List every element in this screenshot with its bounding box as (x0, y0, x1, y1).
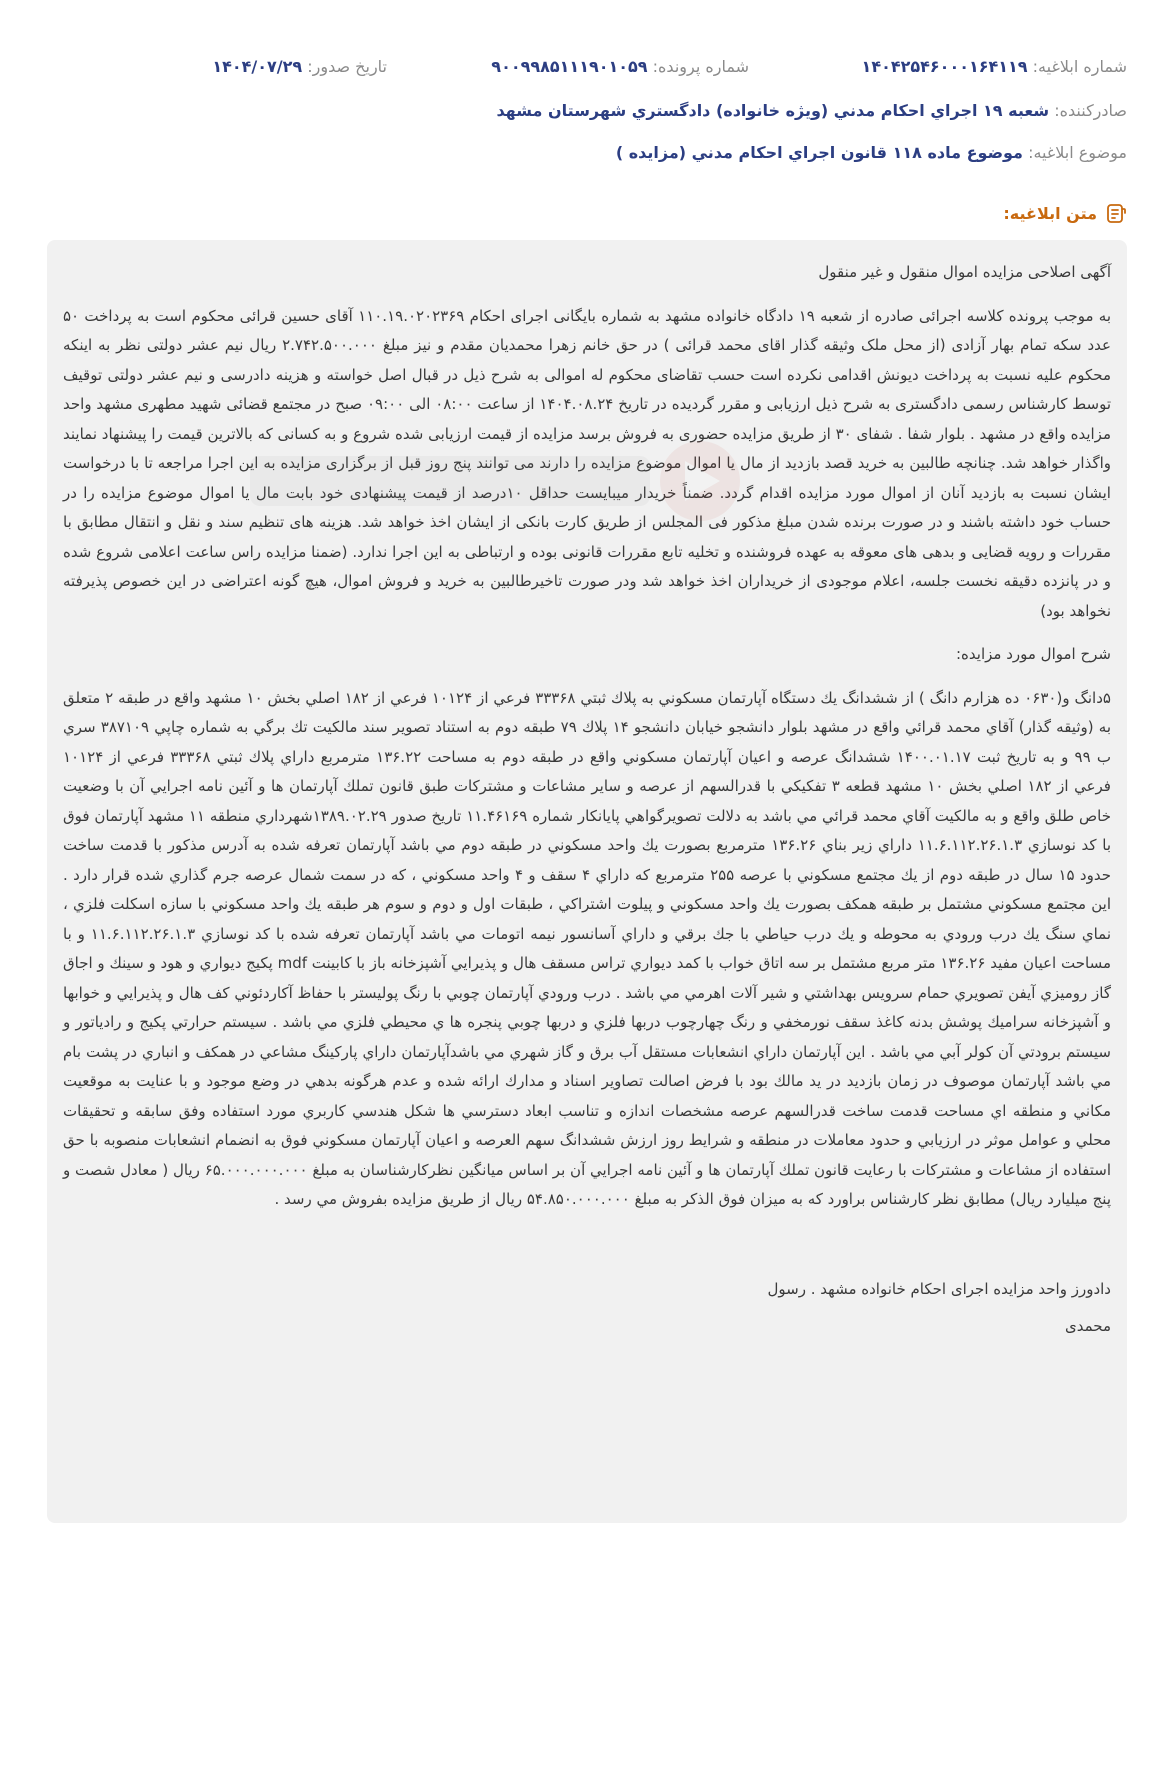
notice-number-label: شماره ابلاغیه: (1032, 57, 1127, 76)
issuer-row (47, 100, 1127, 122)
notice-title: آگهی اصلاحی مزایده اموال منقول و غیر منقول (818, 263, 1111, 281)
case-number-value: ۹۰۰۹۹۸۵۱۱۱۹۰۱۰۵۹ (491, 57, 648, 76)
issue-date-value: ۱۴۰۴/۰۷/۲۹ (212, 57, 303, 76)
subject-value: موضوع ماده ۱۱۸ قانون اجراي احكام مدني (مزايده ) (615, 143, 1023, 162)
case-number (491, 56, 749, 78)
notice-content-box (47, 240, 1127, 1523)
issue-date (212, 56, 387, 78)
notice-body-paragraph: به موجب پرونده کلاسه اجرائی صادره از شعبه ۱۹ دادگاه خانواده مشهد به شماره بایگانی اجرای احکام ۱۱۰.۱۹.۰۲۰۲۳۶۹ آقای حسین قرائی محکوم است به پرداخت ۵۰ عدد سکه تمام بهار آزادی (از محل ملک وثیقه گذار اقای محمد قرائی ) در حق خانم زهرا محمدیان مقدم و نیز مبلغ ۲.۷۴۲.۵۰۰.۰۰۰ ریال نیم عشر دولتی نظر به اینکه محکوم علیه نسبت به پرداخت دیونش اقدامی نکرده است حسب تقاضای محکوم له اموالی به شرح ذیل در قبال اصل خواسته و هزینه دادرسی و نیم عشر دولتی توقیف توسط کارشناس رسمی دادگستری به شرح ذیل ارزیابی و مقرر گردیده در تاریخ ۱۴۰۴.۰۸.۲۴ از ساعت ۰۸:۰۰ الی ۰۹:۰۰ صبح در مجتمع قضائی شهید مطهری مشهد واحد مزایده واقع در مشهد . بلوار شفا . شفای ۳۰ از طریق مزایده حضوری به فروش برسد مزایده از قیمت ارزیابی شده شروع و به کسانی که بالاترین قیمت را پیشنهاد نمایند واگذار خواهد شد. چنانچه طالبین به خرید قصد بازدید از مال یا اموال موضوع مزایده را دارند می توانند پنج روز قبل از برگزاری مزایده به این اجرا مراجعه تا با درخواست ایشان نسبت به بازدید آنان از اموال مورد مزایده اقدام گردد. ضمناً خریدار میبایست حداقل ۱۰درصد از قیمت پیشنهادی خود بابت مال یا اموال موضوع مزایده را در حساب خود داشته باشند و در صورت برنده شدن مبلغ مذکور فی المجلس از طریق کارت بانکی از ایشان اخذ خواهد شد. هزینه های تنظیم سند و نقل و انتقال مطابق با مقررات و رویه قضایی و بدهی های معوقه به عهده فروشنده و تخلیه تابع مقررات قانونی بوده و ارتباطی به این اجرا ندارد. (ضمنا مزایده راس ساعت اعلامی شروع شده و در پانزده دقیقه نخست جلسه، اعلام موجودی از خریداران اخذ خواهد شد ودر صورت تاخیرطالبین به خرید و فروش اموال، هیچ گونه اعتراضی در این خصوص پذیرفته نخواهد بود) (63, 306, 1112, 620)
notice-meta-row (47, 56, 1127, 82)
notice-text-header (1003, 200, 1127, 226)
property-description-paragraph: ۵دانگ و(۰۶۳۰ ده هزارم دانگ ) از ششدانگ يك دستگاه آپارتمان مسكوني به پلاك ثبتي ۳۳۳۶۸ فرعي از ۱۰۱۲۴ فرعي از ۱۸۲ اصلي بخش ۱۰ مشهد واقع در طبقه ۲ متعلق به (وثيقه گذار) آقاي محمد قرائي واقع در مشهد بلوار دانشجو خيابان دانشجو ۱۴ پلاك ۷۹ طبقه دوم به استناد تصوير سند مالكيت تك برگي به شماره چاپي ۳۸۷۱۰۹ سري ب ۹۹ و به تاريخ ثبت ۱۴۰۰.۰۱.۱۷ ششدانگ عرصه و اعيان آپارتمان مسكوني واقع در طبقه دوم به مساحت ۱۳۶.۲۲ مترمربع داراي پلاك ثبتي ۳۳۳۶۸ فرعي از ۱۰۱۲۴ فرعي از ۱۸۲ اصلي بخش ۱۰ مشهد قطعه ۳ تفكيكي با قدرالسهم از عرصه و ساير مشاعات و مشتركات طبق قانون تملك آپارتمان ها و آئين نامه اجرايي آن با وضعيت خاص طلق واقع و به مالكيت آقاي محمد قرائي مي باشد به دلالت تصويرگواهي پايانكار شماره ۱۱.۴۶۱۶۹ تاريخ صدور ۱۳۸۹.۰۲.۲۹شهرداري منطقه ۱۱ مشهد آپارتمان فوق با كد نوسازي ۱۱.۶.۱۱۲.۲۶.۱.۳ داراي زير بناي ۱۳۶.۲۶ مترمربع بصورت يك واحد مسكوني در طبقه دوم مي باشد آپارتمان تعرفه شده به آدرس مذكور با قدمت ساخت حدود ۱۵ سال در طبقه دوم از يك مجتمع مسكوني با عرصه ۲۵۵ مترمربع كه داراي ۴ سقف و ۴ واحد مسكوني ، كه در سمت شمال عرصه جرم گذاري شده قرار دارد . اين مجتمع مسكوني مشتمل بر طبقه همكف بصورت يك واحد مسكوني و پيلوت اشتراكي ، طبقات اول و دوم و سوم هر طبقه يك واحد مسكوني با سازه اسكلت فلزي ، نماي سنگ يك درب ورودي به محوطه و يك درب حياطي با جك برقي و داراي آسانسور نيمه اتومات مي باشد آپارتمان تعرفه شده با كد نوسازي ۱۱.۶.۱۱۲.۲۶.۱.۳ و با مساحت اعيان مفيد ۱۳۶.۲۶ متر مربع مشتمل بر سه اتاق خواب با كمد ديواري تراس مسقف هال و پذيرايي آشپزخانه باز با كابينت mdf پكيج ديواري و هود و سينك و اجاق گاز روميزي آيفن تصويري حمام سرويس بهداشتي و شير آلات اهرمي مي باشد . درب ورودي آپارتمان چوبي با رنگ پوليستر با حفاظ آكاردئوني كف هال و پذيرايي و خوابها و آشپزخانه سراميك پوشش بدنه كاغذ سقف نورمخفي و رنگ چهارچوب دربها فلزي و دربها چوبي پنجره ها ي محيطي فلزي مي باشد . سيستم حرارتي پكيج و رادياتور و سيستم برودتي آن كولر آبي مي باشد . اين آپارتمان داراي انشعابات مستقل آب برق و گاز شهري مي باشدآپارتمان داراي پاركينگ مشاعي در همكف و انباري در پشت بام مي باشد آپارتمان موصوف در زمان بازديد در يد مالك بود با فرض اصالت تصاوير اسناد و مدارك ارائه شده و عدم هرگونه بدهي در وضع موجود و با عنايت به موقعيت مكاني و منطقه اي مساحت قدمت ساخت قدرالسهم عرصه مشخصات اندازه و تناسب ابعاد دسترسي ها شكل هندسي كاربري مورد استفاده وفق سابقه و تحقيقات محلي و عوامل موثر در ارزيابي و حدود معاملات در منطقه و شرايط روز ارزش ششدانگ سهم العرصه و اعيان آپارتمان مسكوني فوق به انضمام انشعابات منصوبه با حق استفاده از مشاعات و مشتركات با رعايت قانون تملك آپارتمان ها و آئين نامه اجرايي آن بر اساس ميانگين نظركارشناسان به مبلغ ۶۵.۰۰۰.۰۰۰.۰۰۰ ريال ( معادل شصت و پنج ميليارد ريال) مطابق نظر كارشناس براورد كه به ميزان فوق الذكر به مبلغ ۵۴.۸۵۰.۰۰۰.۰۰۰ ريال از طريق مزايده بفروش مي رسد . (63, 688, 1112, 1208)
property-description-title: شرح اموال مورد مزایده: (956, 645, 1111, 663)
notice-number (862, 56, 1127, 78)
notice-text-title: متن ابلاغیه: (1003, 203, 1097, 223)
notice-number-value: ۱۴۰۴۲۵۴۶۰۰۰۱۶۴۱۱۹ (861, 57, 1028, 76)
signer-name: محمدی (1064, 1317, 1111, 1335)
issuer-label: صادرکننده: (1054, 101, 1127, 120)
subject-label: موضوع ابلاغیه: (1028, 143, 1127, 162)
subject-row (47, 142, 1127, 164)
issuer-value: شعبه ۱۹ اجراي احكام مدني (ويژه خانواده) دادگستري شهرستان مشهد (496, 101, 1050, 120)
case-number-label: شماره پرونده: (652, 57, 749, 76)
issue-date-label: تاریخ صدور: (307, 57, 387, 76)
document-text-icon (1105, 202, 1127, 224)
signer-line: دادورز واحد مزایده اجرای احکام خانواده مشهد . رسول (767, 1279, 1111, 1298)
